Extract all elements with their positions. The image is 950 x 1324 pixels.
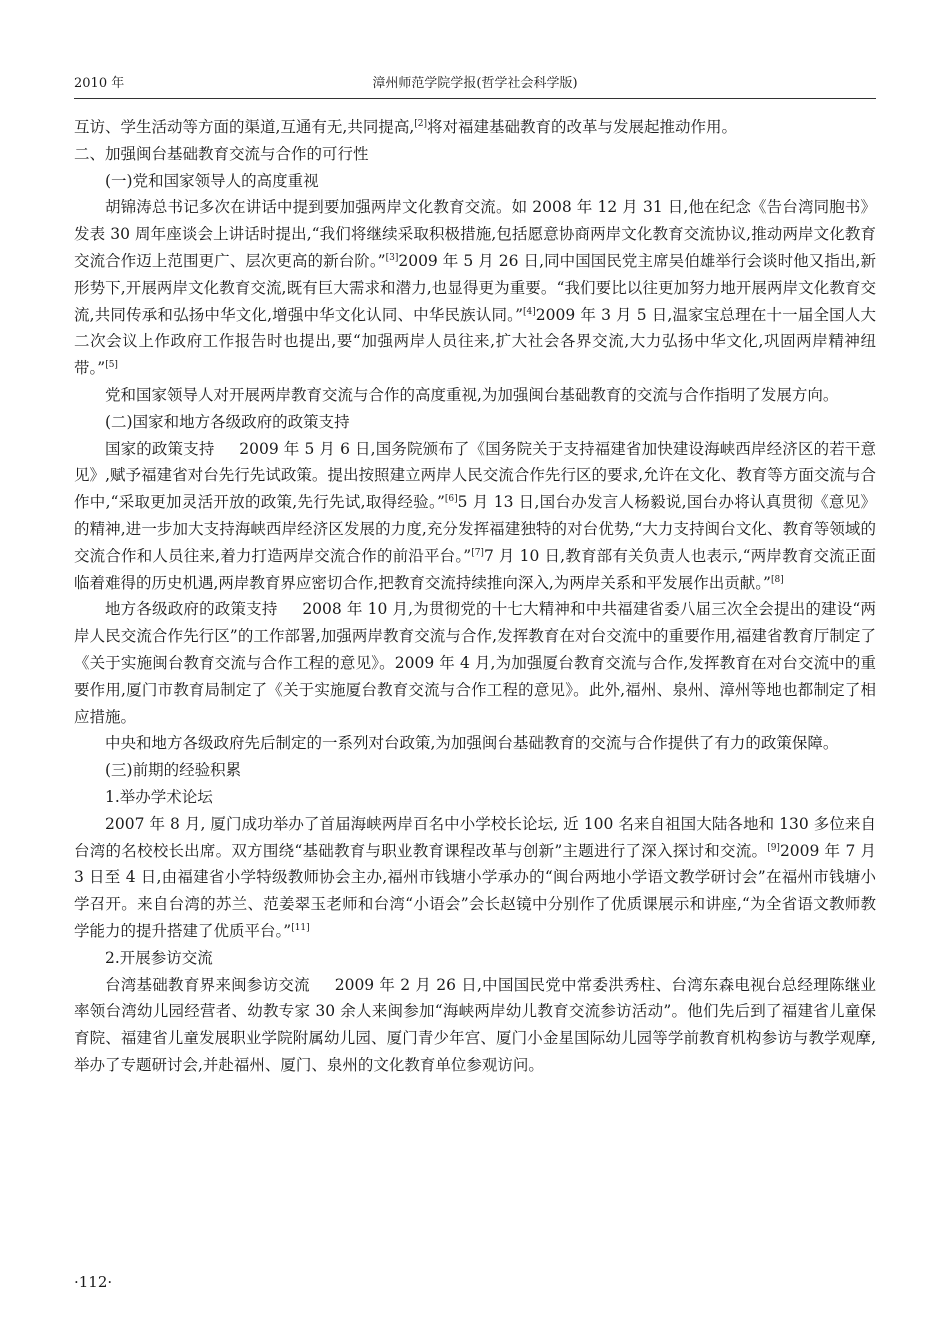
- citation-ref[interactable]: [11]: [291, 922, 310, 933]
- citation-ref[interactable]: [7]: [471, 547, 484, 558]
- header-journal-title: 漳州师范学院学报(哲学社会科学版): [372, 76, 578, 91]
- run-in-heading: 国家的政策支持: [105, 439, 215, 458]
- subsection-heading: (一)党和国家领导人的高度重视: [105, 171, 319, 190]
- paragraph: 国家的政策支持 2009 年 5 月 6 日,国务院颁布了《国务院关于支持福建省加快建设海峡西岸经济区的若干意见》,赋予福建省对台先行先试政策。提出按照建立两岸人民交流合作先行区的要求,允许在文化、教育等方面交流与合作中,“采取更加灵活开放的政策,先行先试,取得经验。”[6]5 月 13 日,国台办发言人杨毅说,国台办将认真贯彻《意见》的精神,进一步加大支持海峡西岸经济区发展的力度,充分发挥福建独特的对台优势,“大力支持闽台文化、教育等领域的交流合作和人员往来,着力打造两岸交流合作的前沿平台。”[7]7 月 10 日,教育部有关负责人也表示,“两岸教育交流正面临着难得的历史机遇,两岸教育界应密切合作,把教育交流持续推向深入,为两岸关系和平发展作出贡献。”[8]: [74, 439, 876, 592]
- subsubsection-heading: 1.举办学术论坛: [105, 787, 213, 806]
- subsection-heading: (三)前期的经验积累: [105, 761, 242, 780]
- citation-ref[interactable]: [4]: [523, 306, 536, 317]
- citation-ref[interactable]: [2]: [414, 118, 428, 129]
- paragraph: 台湾基础教育界来闽参访交流 2009 年 2 月 26 日,中国国民党中常委洪秀柱、台湾东森电视台总经理陈继业率领台湾幼儿园经营者、幼教专家 30 余人来闽参加“海峡两岸幼儿教育交流参访活动”。他们先后到了福建省儿童保育院、福建省儿童发展职业学院附属幼儿园、厦门青少年宫、厦门小金星国际幼儿园等学前教育机构参访与教学观摩,举办了专题研讨会,并赴福州、厦门、泉州的文化教育单位参观访问。: [74, 975, 876, 1074]
- run-in-heading: 地方各级政府的政策支持: [105, 600, 278, 619]
- citation-ref[interactable]: [8]: [770, 574, 784, 585]
- run-in-heading: 台湾基础教育界来闽参访交流: [105, 975, 310, 994]
- paragraph: 地方各级政府的政策支持 2008 年 10 月,为贯彻党的十七大精神和中共福建省委八届三次全会提出的建设“两岸人民交流合作先行区”的工作部署,加强两岸教育交流与合作,发挥教育在对台交流中的重要作用,福建省教育厅制定了《关于实施闽台教育交流与合作工程的意见》。2009 年 4 月,为加强厦台教育交流与合作,发挥教育在对台交流中的重要作用,厦门市教育局制定了《关于实施厦台教育交流与合作工程的意见》。此外,福州、泉州、漳州等地也都制定了相应措施。: [74, 600, 876, 726]
- citation-ref[interactable]: [6]: [444, 494, 458, 504]
- article-body: [74, 114, 876, 1079]
- citation-ref[interactable]: [3]: [385, 252, 399, 263]
- subsubsection-heading: 2.开展参访交流: [105, 948, 213, 967]
- subsection-heading: (二)国家和地方各级政府的政策支持: [105, 412, 350, 431]
- paragraph: 胡锦涛总书记多次在讲话中提到要加强两岸文化教育交流。如 2008 年 12 月 31 日,他在纪念《告台湾同胞书》发表 30 周年座谈会上讲话时提出,“我们将继续采取积极措施,包括愿意协商两岸文化教育交流协议,推动两岸文化教育交流合作迈上范围更广、层次更高的新台阶。”[3]2009 年 5 月 26 日,同中国国民党主席吴伯雄举行会谈时他又指出,新形势下,开展两岸文化教育交流,既有巨大需求和潜力,也显得更为重要。“我们要比以往更加努力地开展两岸文化教育交流,共同传承和弘扬中华文化,增强中华文化认同、中华民族认同。”[4]2009 年 3 月 5 日,温家宝总理在十一届全国人大二次会议上作政府工作报告时也提出,要“加强两岸人员往来,扩大社会各界交流,大力弘扬中华文化,巩固两岸精神纽带。”[5]: [74, 198, 877, 378]
- section-heading: 二、加强闽台基础教育交流与合作的可行性: [74, 144, 369, 163]
- paragraph: 中央和地方各级政府先后制定的一系列对台政策,为加强闽台基础教育的交流与合作提供了有力的政策保障。: [105, 734, 839, 753]
- running-header: [74, 68, 876, 99]
- paragraph: 互访、学生活动等方面的渠道,互通有无,共同提高,[2]将对福建基础教育的改革与发展起推动作用。: [74, 118, 738, 136]
- paragraph: 党和国家领导人对开展两岸教育交流与合作的高度重视,为加强闽台基础教育的交流与合作指明了发展方向。: [105, 385, 839, 404]
- citation-ref[interactable]: [9]: [767, 842, 780, 853]
- citation-ref[interactable]: [5]: [105, 360, 118, 371]
- header-year: 2010 年: [74, 76, 125, 91]
- paragraph: 2007 年 8 月, 厦门成功举办了首届海峡两岸百名中小学校长论坛, 近 100 名来自祖国大陆各地和 130 多位来自台湾的名校校长出席。双方围绕“基础教育与职业教育课程改革与创新”主题进行了深入探讨和交流。[9]2009 年 7 月 3 日至 4 日,由福建省小学特级教师协会主办,福州市钱塘小学承办的“闽台两地小学语文教学研讨会”在福州市钱塘小学召开。来自台湾的苏兰、范姜翠玉老师和台湾“小语会”会长赵镜中分别作了优质课展示和讲座,“为全省语文教师教学能力的提升搭建了优质平台。”[11]: [74, 814, 876, 940]
- page-number: ·112·: [74, 1273, 113, 1291]
